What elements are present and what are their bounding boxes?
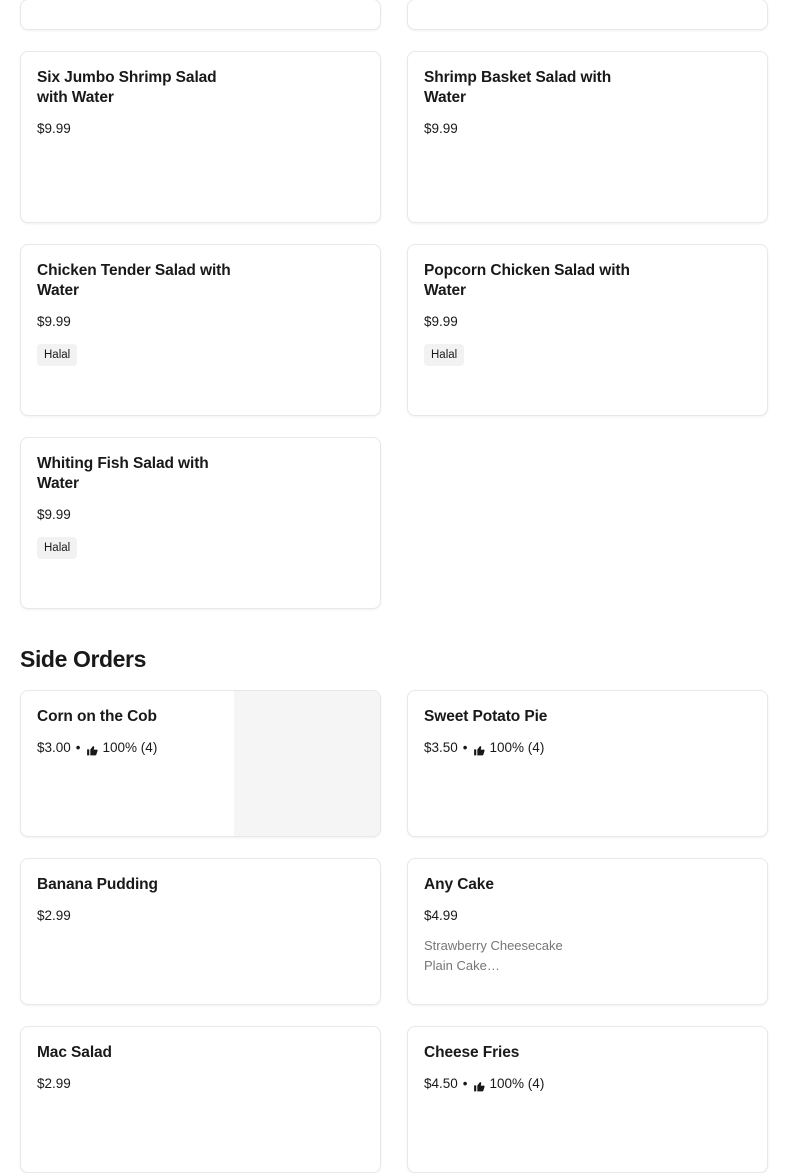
menu-item-meta [37, 313, 364, 331]
menu-item-title: Corn on the Cob [37, 708, 157, 725]
menu-item-content [408, 859, 767, 990]
menu-item-card[interactable] [20, 0, 381, 30]
menu-item-price: $9.99 [37, 507, 71, 522]
menu-item-card[interactable] [407, 244, 768, 416]
menu-item-meta [37, 1075, 364, 1093]
menu-item-title: Six Jumbo Shrimp Salad with Water [37, 69, 217, 106]
menu-item-card[interactable] [20, 437, 381, 609]
thumbs-up-icon [473, 1080, 486, 1093]
menu-item-title: Cheese Fries [424, 1044, 520, 1061]
menu-item-meta [37, 739, 364, 757]
menu-item-rating: 100% (4) [102, 740, 158, 755]
menu-item-price: $4.99 [424, 908, 458, 923]
menu-item-card[interactable] [407, 1026, 768, 1173]
menu-item-title: Popcorn Chicken Salad with Water [424, 262, 630, 299]
meta-separator: • [75, 740, 81, 755]
menu-item-content [21, 245, 380, 380]
menu-item-meta [424, 120, 751, 138]
halal-badge: Halal [37, 537, 77, 559]
menu-item-meta [424, 313, 751, 331]
menu-item-content [21, 691, 380, 771]
menu-item-description [424, 936, 644, 976]
meta-separator: • [462, 1076, 468, 1091]
menu-item-content [21, 438, 380, 573]
menu-item-price: $9.99 [37, 314, 71, 329]
menu-item-price: $9.99 [37, 121, 71, 136]
menu-item-content [21, 859, 380, 939]
menu-item-card[interactable] [407, 690, 768, 837]
description-line: Plain Cake… [424, 958, 500, 973]
partial-row-grid [20, 0, 784, 30]
menu-item-rating: 100% (4) [489, 740, 545, 755]
menu-item-meta [424, 907, 751, 925]
halal-badge: Halal [37, 344, 77, 366]
menu-item-content [408, 52, 767, 152]
meta-separator: • [462, 740, 468, 755]
menu-item-content [408, 245, 767, 380]
menu-item-card[interactable] [20, 51, 381, 223]
menu-item-meta [37, 120, 364, 138]
menu-item-content [21, 1027, 380, 1107]
menu-item-title: Whiting Fish Salad with Water [37, 455, 209, 492]
menu-item-meta [424, 739, 751, 757]
menu-item-card[interactable] [407, 858, 768, 1005]
menu-item-card[interactable] [407, 0, 768, 30]
section-header [20, 609, 784, 690]
description-line: Strawberry Cheesecake [424, 938, 563, 953]
section-side-orders-grid [20, 690, 784, 1173]
menu-item-rating: 100% (4) [489, 1076, 545, 1091]
menu-item-title: Banana Pudding [37, 876, 158, 893]
menu-item-meta [424, 1075, 751, 1093]
menu-item-card[interactable] [407, 51, 768, 223]
menu-item-content [408, 1027, 767, 1107]
row-gap [20, 30, 784, 51]
menu-item-card[interactable] [20, 858, 381, 1005]
menu-item-price: $4.50 [424, 1076, 458, 1091]
menu-item-title: Sweet Potato Pie [424, 708, 548, 725]
thumbs-up-icon [86, 744, 99, 757]
menu-item-meta [37, 506, 364, 524]
empty-grid-cell [407, 437, 768, 609]
halal-badge: Halal [424, 344, 464, 366]
menu-item-content [21, 52, 380, 152]
section-salads-grid [20, 51, 784, 609]
menu-item-price: $2.99 [37, 908, 71, 923]
menu-item-title: Mac Salad [37, 1044, 112, 1061]
menu-item-card[interactable] [20, 1026, 381, 1173]
menu-item-card[interactable] [20, 244, 381, 416]
menu-item-price: $9.99 [424, 121, 458, 136]
menu-item-price: $9.99 [424, 314, 458, 329]
menu-item-card[interactable] [20, 690, 381, 837]
menu-item-price: $2.99 [37, 1076, 71, 1091]
menu-item-price: $3.50 [424, 740, 458, 755]
menu-item-content [408, 691, 767, 771]
section-title: Side Orders [20, 646, 146, 672]
menu-item-price: $3.00 [37, 740, 71, 755]
menu-item-title: Any Cake [424, 876, 494, 893]
thumbs-up-icon [473, 744, 486, 757]
menu-item-meta [37, 907, 364, 925]
menu-item-title: Chicken Tender Salad with Water [37, 262, 231, 299]
menu-item-title: Shrimp Basket Salad with Water [424, 69, 612, 106]
